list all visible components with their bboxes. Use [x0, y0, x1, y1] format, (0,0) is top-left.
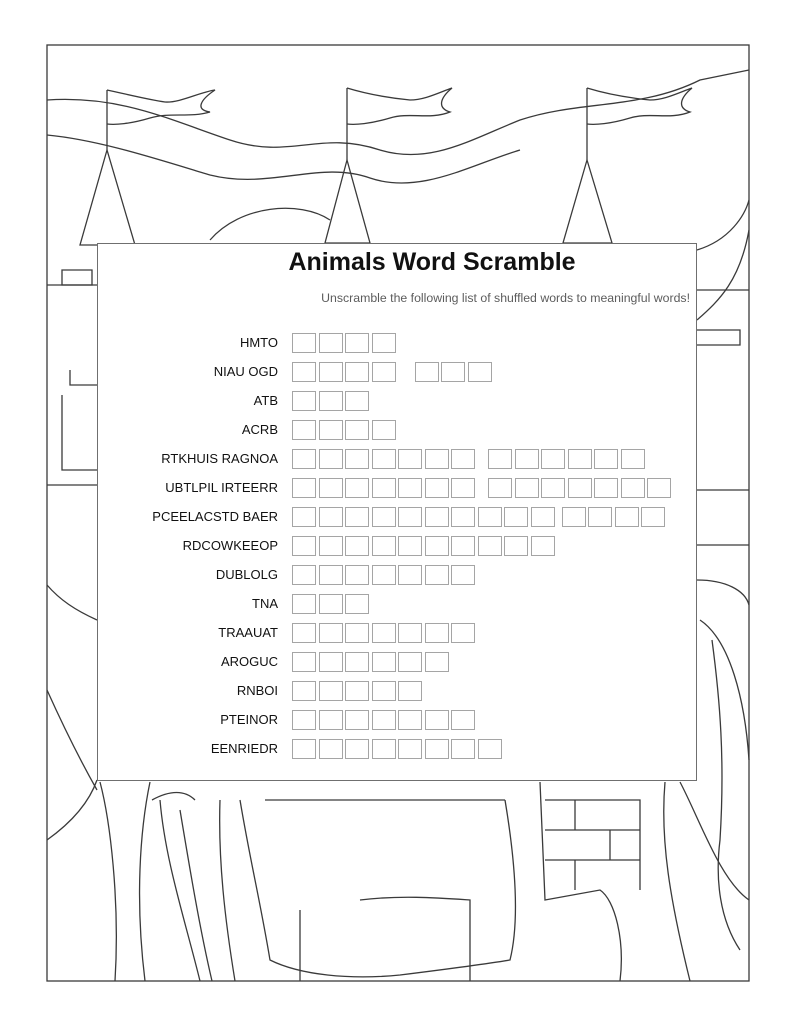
- letter-box[interactable]: [319, 623, 343, 643]
- scrambled-word: RDCOWKEEOP: [182, 538, 278, 553]
- letter-box[interactable]: [568, 449, 592, 469]
- letter-box[interactable]: [398, 507, 422, 527]
- answer-word-group: [292, 739, 504, 759]
- letter-box[interactable]: [292, 420, 316, 440]
- letter-box[interactable]: [319, 420, 343, 440]
- scrambled-word: TRAAUAT: [218, 625, 278, 640]
- letter-box[interactable]: [641, 507, 665, 527]
- letter-box[interactable]: [398, 565, 422, 585]
- letter-box[interactable]: [372, 710, 396, 730]
- letter-box[interactable]: [345, 536, 369, 556]
- letter-box[interactable]: [398, 652, 422, 672]
- scrambled-word: RTKHUIS RAGNOA: [161, 451, 278, 466]
- letter-box[interactable]: [292, 739, 316, 759]
- letter-box[interactable]: [398, 478, 422, 498]
- answer-word-group: [292, 507, 557, 527]
- letter-box[interactable]: [345, 565, 369, 585]
- scrambled-word: ACRB: [241, 422, 278, 437]
- letter-box[interactable]: [531, 536, 555, 556]
- letter-box[interactable]: [398, 710, 422, 730]
- letter-box[interactable]: [292, 710, 316, 730]
- letter-box[interactable]: [488, 478, 512, 498]
- letter-box[interactable]: [541, 449, 565, 469]
- letter-box[interactable]: [515, 449, 539, 469]
- letter-box[interactable]: [451, 623, 475, 643]
- letter-box[interactable]: [372, 362, 396, 382]
- letter-box[interactable]: [292, 449, 316, 469]
- scramble-row: [98, 536, 698, 560]
- letter-box[interactable]: [345, 623, 369, 643]
- letter-box[interactable]: [504, 536, 528, 556]
- letter-box[interactable]: [345, 362, 369, 382]
- scrambled-word: PCEELACSTD BAER: [152, 509, 278, 524]
- letter-box[interactable]: [425, 739, 449, 759]
- letter-box[interactable]: [292, 478, 316, 498]
- scramble-row: [98, 391, 698, 415]
- scramble-row: [98, 710, 698, 734]
- letter-box[interactable]: [588, 507, 612, 527]
- letter-box[interactable]: [568, 478, 592, 498]
- letter-box[interactable]: [425, 710, 449, 730]
- scramble-row: [98, 478, 698, 502]
- answer-word-group: [292, 565, 478, 585]
- letter-box[interactable]: [372, 507, 396, 527]
- letter-box[interactable]: [345, 594, 369, 614]
- answer-word-group: [488, 478, 674, 498]
- scrambled-word: HMTO: [239, 335, 278, 350]
- letter-box[interactable]: [647, 478, 671, 498]
- letter-box[interactable]: [372, 739, 396, 759]
- letter-box[interactable]: [319, 449, 343, 469]
- letter-box[interactable]: [319, 710, 343, 730]
- letter-box[interactable]: [594, 478, 618, 498]
- letter-box[interactable]: [292, 623, 316, 643]
- letter-box[interactable]: [425, 449, 449, 469]
- letter-box[interactable]: [488, 449, 512, 469]
- letter-box[interactable]: [345, 478, 369, 498]
- letter-box[interactable]: [451, 507, 475, 527]
- letter-box[interactable]: [319, 739, 343, 759]
- letter-box[interactable]: [468, 362, 492, 382]
- scrambled-word: RNBOI: [236, 683, 278, 698]
- letter-box[interactable]: [319, 652, 343, 672]
- letter-box[interactable]: [621, 478, 645, 498]
- letter-box[interactable]: [372, 652, 396, 672]
- letter-box[interactable]: [531, 507, 555, 527]
- letter-box[interactable]: [615, 507, 639, 527]
- scramble-row: [98, 681, 698, 705]
- letter-box[interactable]: [292, 333, 316, 353]
- scrambled-word: TNA: [252, 596, 278, 611]
- letter-box[interactable]: [504, 507, 528, 527]
- answer-word-group: [292, 681, 425, 701]
- answer-word-group: [292, 710, 478, 730]
- letter-box[interactable]: [372, 565, 396, 585]
- letter-box[interactable]: [319, 333, 343, 353]
- letter-box[interactable]: [425, 623, 449, 643]
- letter-box[interactable]: [319, 362, 343, 382]
- letter-box[interactable]: [425, 652, 449, 672]
- letter-box[interactable]: [319, 391, 343, 411]
- letter-box[interactable]: [541, 478, 565, 498]
- answer-word-group: [415, 362, 495, 382]
- letter-box[interactable]: [345, 391, 369, 411]
- letter-box[interactable]: [425, 478, 449, 498]
- scramble-row: [98, 739, 698, 763]
- letter-box[interactable]: [292, 536, 316, 556]
- letter-box[interactable]: [398, 623, 422, 643]
- letter-box[interactable]: [292, 681, 316, 701]
- letter-box[interactable]: [345, 710, 369, 730]
- letter-box[interactable]: [594, 449, 618, 469]
- scrambled-word: NIAU OGD: [213, 364, 278, 379]
- letter-box[interactable]: [425, 565, 449, 585]
- scramble-row: [98, 362, 698, 386]
- letter-box[interactable]: [345, 681, 369, 701]
- letter-box[interactable]: [372, 333, 396, 353]
- letter-box[interactable]: [345, 333, 369, 353]
- answer-word-group: [292, 333, 398, 353]
- answer-word-group: [292, 478, 478, 498]
- answer-word-group: [292, 420, 398, 440]
- letter-box[interactable]: [319, 478, 343, 498]
- letter-box[interactable]: [292, 391, 316, 411]
- letter-box[interactable]: [398, 449, 422, 469]
- letter-box[interactable]: [451, 478, 475, 498]
- letter-box[interactable]: [451, 449, 475, 469]
- letter-box[interactable]: [398, 739, 422, 759]
- letter-box[interactable]: [292, 652, 316, 672]
- letter-box[interactable]: [319, 681, 343, 701]
- letter-box[interactable]: [478, 739, 502, 759]
- letter-box[interactable]: [372, 623, 396, 643]
- letter-box[interactable]: [621, 449, 645, 469]
- answer-word-group: [292, 594, 372, 614]
- letter-box[interactable]: [292, 362, 316, 382]
- letter-box[interactable]: [372, 536, 396, 556]
- letter-box[interactable]: [478, 536, 502, 556]
- answer-word-group: [292, 652, 451, 672]
- letter-box[interactable]: [319, 536, 343, 556]
- page-title: Animals Word Scramble: [288, 248, 576, 276]
- letter-box[interactable]: [425, 507, 449, 527]
- scramble-row: [98, 594, 698, 618]
- answer-word-group: [292, 536, 557, 556]
- scrambled-word: ATB: [253, 393, 278, 408]
- letter-box[interactable]: [372, 478, 396, 498]
- scramble-row: [98, 420, 698, 444]
- scrambled-word: DUBLOLG: [215, 567, 278, 582]
- scramble-row: [98, 449, 698, 473]
- scramble-row: [98, 507, 698, 531]
- letter-box[interactable]: [372, 420, 396, 440]
- scrambled-word: EENRIEDR: [210, 741, 278, 756]
- letter-box[interactable]: [478, 507, 502, 527]
- worksheet-panel: [97, 243, 697, 781]
- letter-box[interactable]: [372, 449, 396, 469]
- scrambled-word: PTEINOR: [220, 712, 278, 727]
- scrambled-word: AROGUC: [220, 654, 278, 669]
- letter-box[interactable]: [451, 710, 475, 730]
- scrambled-word: UBTLPIL IRTEERR: [165, 480, 278, 495]
- letter-box[interactable]: [515, 478, 539, 498]
- letter-box[interactable]: [562, 507, 586, 527]
- letter-box[interactable]: [415, 362, 439, 382]
- answer-word-group: [488, 449, 647, 469]
- answer-word-group: [292, 449, 478, 469]
- letter-box[interactable]: [398, 681, 422, 701]
- letter-box[interactable]: [292, 507, 316, 527]
- answer-word-group: [292, 623, 478, 643]
- letter-box[interactable]: [441, 362, 465, 382]
- letter-box[interactable]: [398, 536, 422, 556]
- scramble-row: [98, 565, 698, 589]
- instructions-text: Unscramble the following list of shuffled words to meaningful words!: [321, 291, 690, 305]
- letter-box[interactable]: [372, 681, 396, 701]
- answer-word-group: [292, 391, 372, 411]
- letter-box[interactable]: [345, 739, 369, 759]
- letter-box[interactable]: [319, 507, 343, 527]
- letter-box[interactable]: [345, 507, 369, 527]
- letter-box[interactable]: [345, 449, 369, 469]
- letter-box[interactable]: [451, 536, 475, 556]
- letter-box[interactable]: [425, 536, 449, 556]
- letter-box[interactable]: [451, 739, 475, 759]
- letter-box[interactable]: [319, 594, 343, 614]
- letter-box[interactable]: [345, 420, 369, 440]
- scramble-row: [98, 623, 698, 647]
- middle-tower: [325, 88, 452, 243]
- letter-box[interactable]: [292, 594, 316, 614]
- letter-box[interactable]: [345, 652, 369, 672]
- letter-box[interactable]: [319, 565, 343, 585]
- answer-word-group: [292, 362, 398, 382]
- letter-box[interactable]: [451, 565, 475, 585]
- letter-box[interactable]: [292, 565, 316, 585]
- scramble-row: [98, 333, 698, 357]
- scramble-row: [98, 652, 698, 676]
- answer-word-group: [562, 507, 668, 527]
